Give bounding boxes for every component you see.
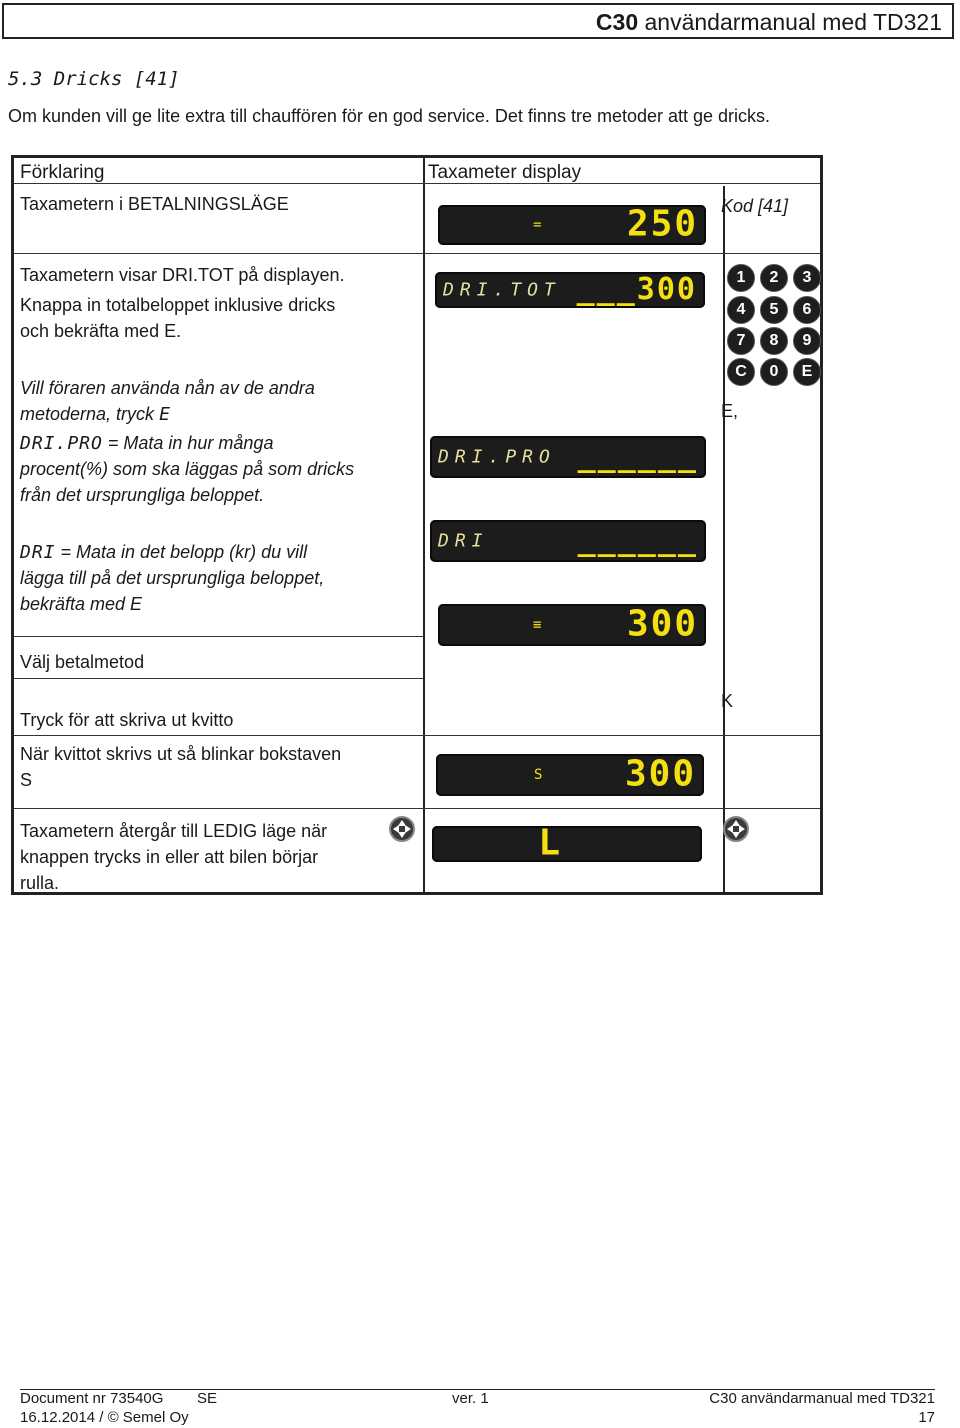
key-6[interactable]: 6 (793, 296, 821, 324)
row-dri-pro-line2: procent(%) som ska läggas på som dricks (20, 459, 355, 479)
key-e[interactable]: E (793, 358, 821, 386)
row-divider (14, 636, 423, 637)
taximeter-display-amount: ≡ 300 (438, 604, 706, 646)
key-0[interactable]: 0 (760, 358, 788, 386)
footer-manual-title: C30 användarmanual med TD321 (709, 1390, 935, 1407)
row-dri-line3: bekräfta med E (20, 594, 143, 614)
key-3[interactable]: 3 (793, 264, 821, 292)
row-divider (14, 678, 423, 679)
intro-text: Om kunden vill ge lite extra till chauffören för en god service. Det finns tre metoder att ge dricks. (8, 106, 771, 126)
taximeter-display-payment: = 250 (438, 205, 706, 245)
taximeter-display-receipt: S 300 (436, 754, 704, 796)
key-c[interactable]: C (727, 358, 755, 386)
row-receipt-s-line1: När kvittot skrivs ut så blinkar bokstaven (20, 744, 342, 764)
page-header (2, 3, 954, 39)
key-5[interactable]: 5 (760, 296, 788, 324)
nav-button-icon (389, 816, 415, 842)
footer-page-number: 17 (918, 1409, 935, 1426)
row-receipt-s-line2: S (20, 770, 33, 790)
key-7[interactable]: 7 (727, 327, 755, 355)
taximeter-display-dri: DRI ______ (430, 520, 706, 562)
row-other-methods-line1: Vill föraren använda nån av de andra (20, 378, 315, 398)
row-payment-mode: Taxametern i BETALNINGSLÄGE (20, 194, 289, 214)
key-8[interactable]: 8 (760, 327, 788, 355)
column-divider (723, 186, 725, 892)
row-dri-tot-line1: Taxametern visar DRI.TOT på displayen. (20, 265, 345, 285)
footer-version: ver. 1 (452, 1390, 489, 1407)
key-1[interactable]: 1 (727, 264, 755, 292)
row-divider (14, 253, 820, 254)
row-dri-line2: lägga till på det ursprungliga beloppet, (20, 568, 325, 588)
taximeter-display-dri-pro: DRI.PRO ______ (430, 436, 706, 478)
key-9[interactable]: 9 (793, 327, 821, 355)
row-dri-pro-line3: från det ursprungliga beloppet. (20, 485, 265, 505)
row-payment-method: Välj betalmetod (20, 652, 145, 672)
footer-date: 16.12.2014 / © Semel Oy (20, 1409, 189, 1426)
col-header-display: Taxameter display (428, 162, 582, 183)
key-4[interactable]: 4 (727, 296, 755, 324)
taximeter-display-dri-tot: DRI.TOT ___300 (435, 272, 705, 308)
row-ledig-line2: knappen trycks in eller att bilen börjar (20, 847, 319, 867)
row-divider (14, 735, 820, 736)
header-title: C30 användarmanual med TD321 (595, 9, 942, 35)
nav-button-icon (723, 816, 749, 842)
key-label-e: E, (721, 401, 739, 421)
taximeter-display-ledig: L (432, 826, 702, 862)
key-2[interactable]: 2 (760, 264, 788, 292)
key-label-k: K (721, 691, 734, 711)
section-title: 5.3 Dricks [41] (8, 68, 180, 90)
row-divider (14, 808, 820, 809)
footer-doc-number: Document nr 73540G (20, 1390, 164, 1407)
row-ledig-line3: rulla. (20, 873, 60, 893)
header-divider (14, 183, 820, 184)
row-dri-pro-line1: DRI.PRO = Mata in hur många (20, 433, 274, 454)
col-header-explanation: Förklaring (20, 162, 105, 183)
row-other-methods-line2: metoderna, tryck E (20, 404, 171, 425)
footer-language: SE (197, 1390, 218, 1407)
row-dri-line1: DRI = Mata in det belopp (kr) du vill (20, 542, 308, 563)
row-print-receipt: Tryck för att skriva ut kvitto (20, 710, 234, 730)
code-label: Kod [41] (721, 196, 789, 216)
row-dri-tot-line2: Knappa in totalbeloppet inklusive dricks (20, 295, 336, 315)
column-divider (423, 158, 425, 892)
row-dri-tot-line3: och bekräfta med E. (20, 321, 182, 341)
row-ledig-line1: Taxametern återgår till LEDIG läge när (20, 821, 328, 841)
